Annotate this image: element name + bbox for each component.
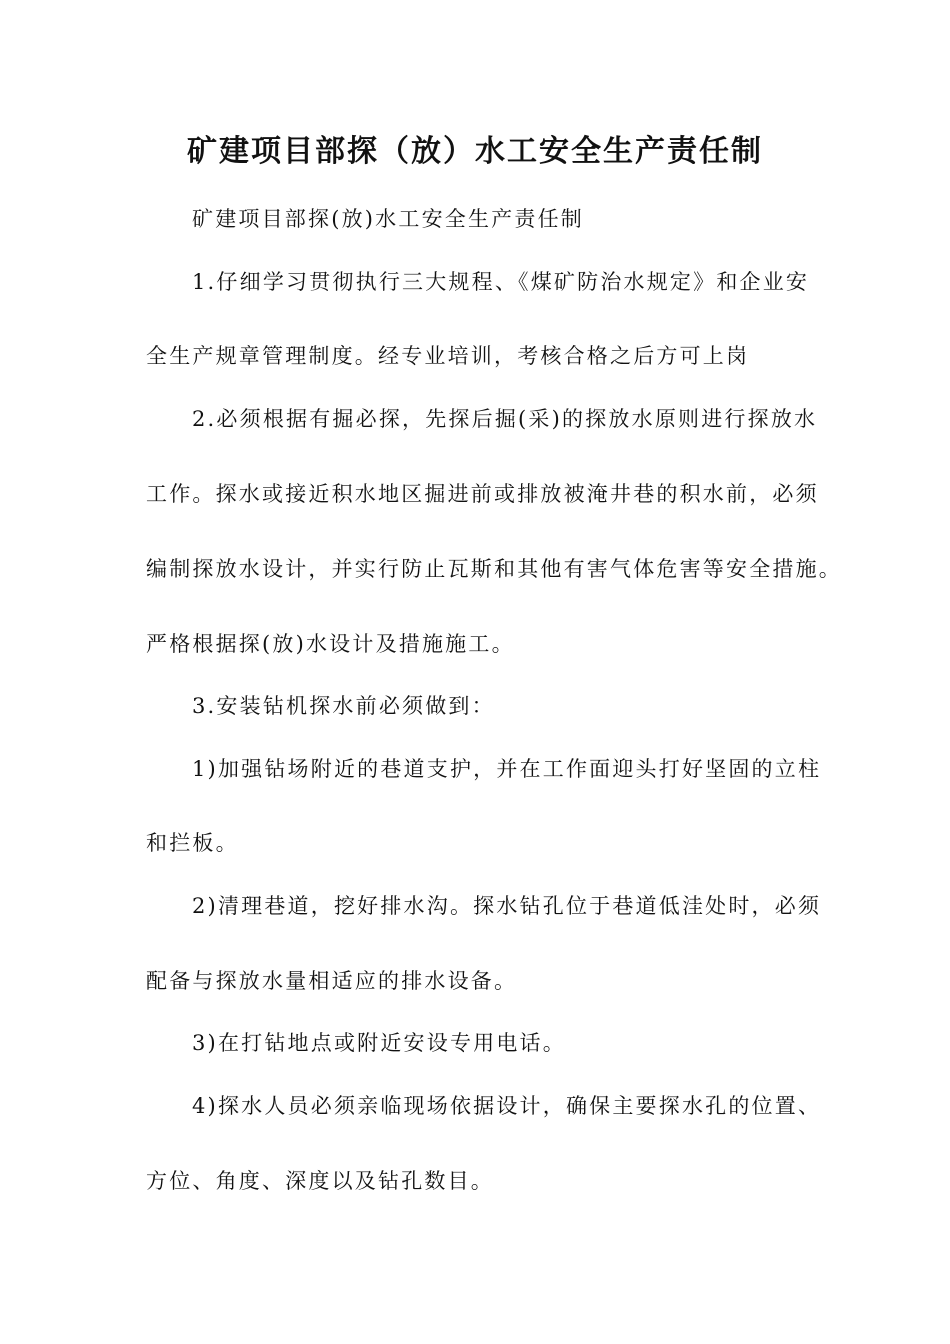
item-1-line-1: 1)加强钻场附近的巷道支护，并在工作面迎头打好坚固的立柱 xyxy=(192,757,822,781)
paragraph-2-line-3: 编制探放水设计，并实行防止瓦斯和其他有害气体危害等安全措施。 xyxy=(146,557,842,581)
subtitle-line: 矿建项目部探(放)水工安全生产责任制 xyxy=(192,207,584,231)
paragraph-3-line-1: 3.安装钻机探水前必须做到： xyxy=(192,694,495,718)
item-1-line-2: 和拦板。 xyxy=(146,831,239,855)
item-4-line-2: 方位、角度、深度以及钻孔数目。 xyxy=(146,1169,494,1193)
paragraph-2-line-1: 2.必须根据有掘必探，先探后掘(采)的探放水原则进行探放水 xyxy=(192,407,818,431)
item-4-line-1: 4)探水人员必须亲临现场依据设计，确保主要探水孔的位置、 xyxy=(192,1094,822,1118)
item-2-line-1: 2)清理巷道，挖好排水沟。探水钻孔位于巷道低洼处时，必须 xyxy=(192,894,822,918)
paragraph-1-line-2: 全生产规章管理制度。经专业培训，考核合格之后方可上岗 xyxy=(146,344,750,368)
item-2-line-2: 配备与探放水量相适应的排水设备。 xyxy=(146,969,518,993)
paragraph-2-line-2: 工作。探水或接近积水地区掘进前或排放被淹井巷的积水前，必须 xyxy=(146,482,819,506)
paragraph-2-line-4: 严格根据探(放)水设计及措施施工。 xyxy=(146,632,515,656)
paragraph-1-line-1: 1.仔细学习贯彻执行三大规程、《煤矿防治水规定》和企业安 xyxy=(192,270,810,294)
item-3-line-1: 3)在打钻地点或附近安设专用电话。 xyxy=(192,1031,566,1055)
document-title: 矿建项目部探（放）水工安全生产责任制 xyxy=(187,134,763,169)
